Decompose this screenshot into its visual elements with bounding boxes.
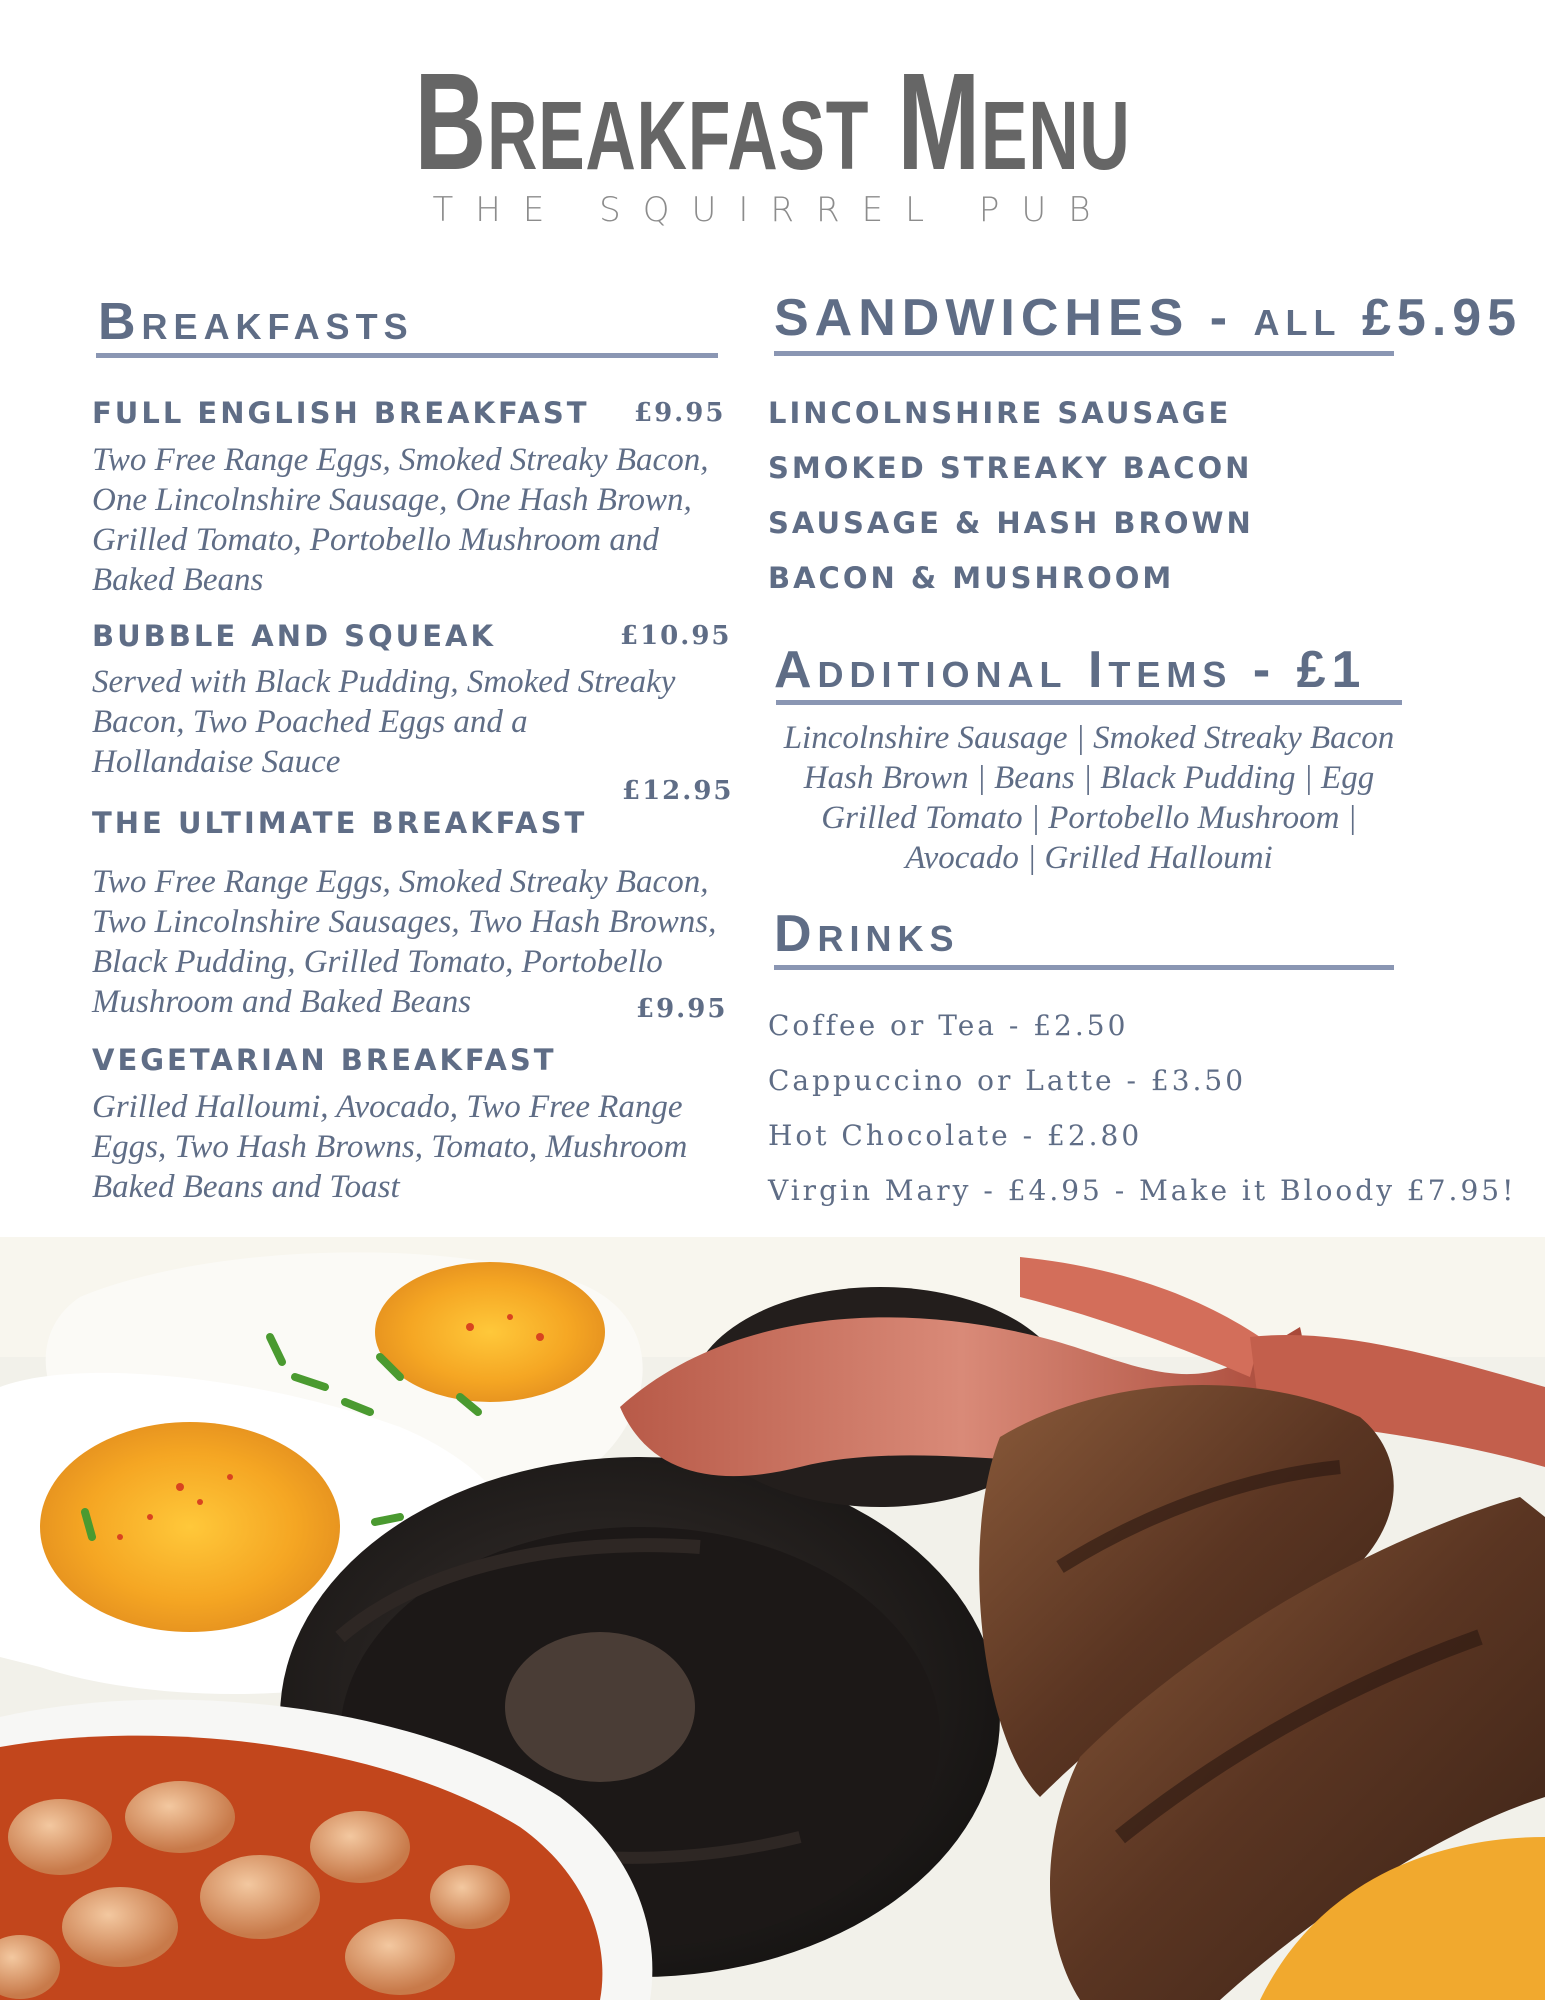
page-subtitle: THE SQUIRREL PUB (432, 190, 1113, 230)
drinks-heading: Drinks (774, 905, 960, 963)
breakfast-item-name: FULL ENGLISH BREAKFAST (92, 396, 590, 430)
sandwich-item: SAUSAGE & HASH BROWN (768, 506, 1254, 540)
additional-items-line: Hash Brown | Beans | Black Pudding | Egg (803, 760, 1375, 796)
sandwich-item: BACON & MUSHROOM (768, 561, 1175, 595)
breakfast-item-name: BUBBLE AND SQUEAK (92, 619, 496, 653)
breakfast-item-name: THE ULTIMATE BREAKFAST (92, 806, 588, 840)
breakfast-item-price: £9.95 (636, 994, 728, 1024)
additional-items-heading: Additional Items - £1 (774, 641, 1367, 699)
additional-items-line: Grilled Tomato | Portobello Mushroom | (821, 800, 1357, 836)
additional-items-line: Avocado | Grilled Halloumi (905, 840, 1273, 876)
breakfasts-heading: Breakfasts (98, 293, 414, 351)
breakfast-item-price: £12.95 (622, 776, 734, 806)
breakfast-item-description: Served with Black Pudding, Smoked Streaky Bacon, Two Poached Eggs and a Hollandaise Sauce (92, 664, 676, 780)
page-title: Breakfast Menu (414, 45, 1131, 199)
sandwiches-heading: SANDWICHES - all £5.95 (774, 289, 1523, 347)
additional-items-rule (776, 700, 1402, 705)
drinks-rule (774, 965, 1394, 970)
breakfast-item-price: £10.95 (620, 621, 732, 651)
drink-item: Cappuccino or Latte - £3.50 (768, 1064, 1247, 1097)
breakfast-item-name: VEGETARIAN BREAKFAST (92, 1043, 557, 1077)
additional-items-line: Lincolnshire Sausage | Smoked Streaky Bacon (783, 720, 1395, 756)
sandwich-item: LINCOLNSHIRE SAUSAGE (768, 396, 1232, 430)
drink-item: Virgin Mary - £4.95 - Make it Bloody £7.95! (768, 1174, 1517, 1207)
breakfasts-rule (96, 353, 718, 358)
breakfast-item-price: £9.95 (634, 398, 726, 428)
breakfast-photo (0, 1237, 1545, 2000)
drink-item: Hot Chocolate - £2.80 (768, 1119, 1143, 1152)
sandwiches-rule (774, 351, 1394, 356)
drink-item: Coffee or Tea - £2.50 (768, 1009, 1129, 1042)
breakfast-item-description: Grilled Halloumi, Avocado, Two Free Range Eggs, Two Hash Browns, Tomato, Mushroom Baked Beans and Toast (92, 1089, 688, 1205)
sandwich-item: SMOKED STREAKY BACON (768, 451, 1253, 485)
breakfast-item-description: Two Free Range Eggs, Smoked Streaky Bacon, One Lincolnshire Sausage, One Hash Brown, Grilled Tomato, Portobello Mushroom and Baked Beans (92, 442, 709, 598)
breakfast-item-description: Two Free Range Eggs, Smoked Streaky Bacon, Two Lincolnshire Sausages, Two Hash Browns, Black Pudding, Grilled Tomato, Portobello Mushroom and Baked Beans (92, 864, 717, 1020)
